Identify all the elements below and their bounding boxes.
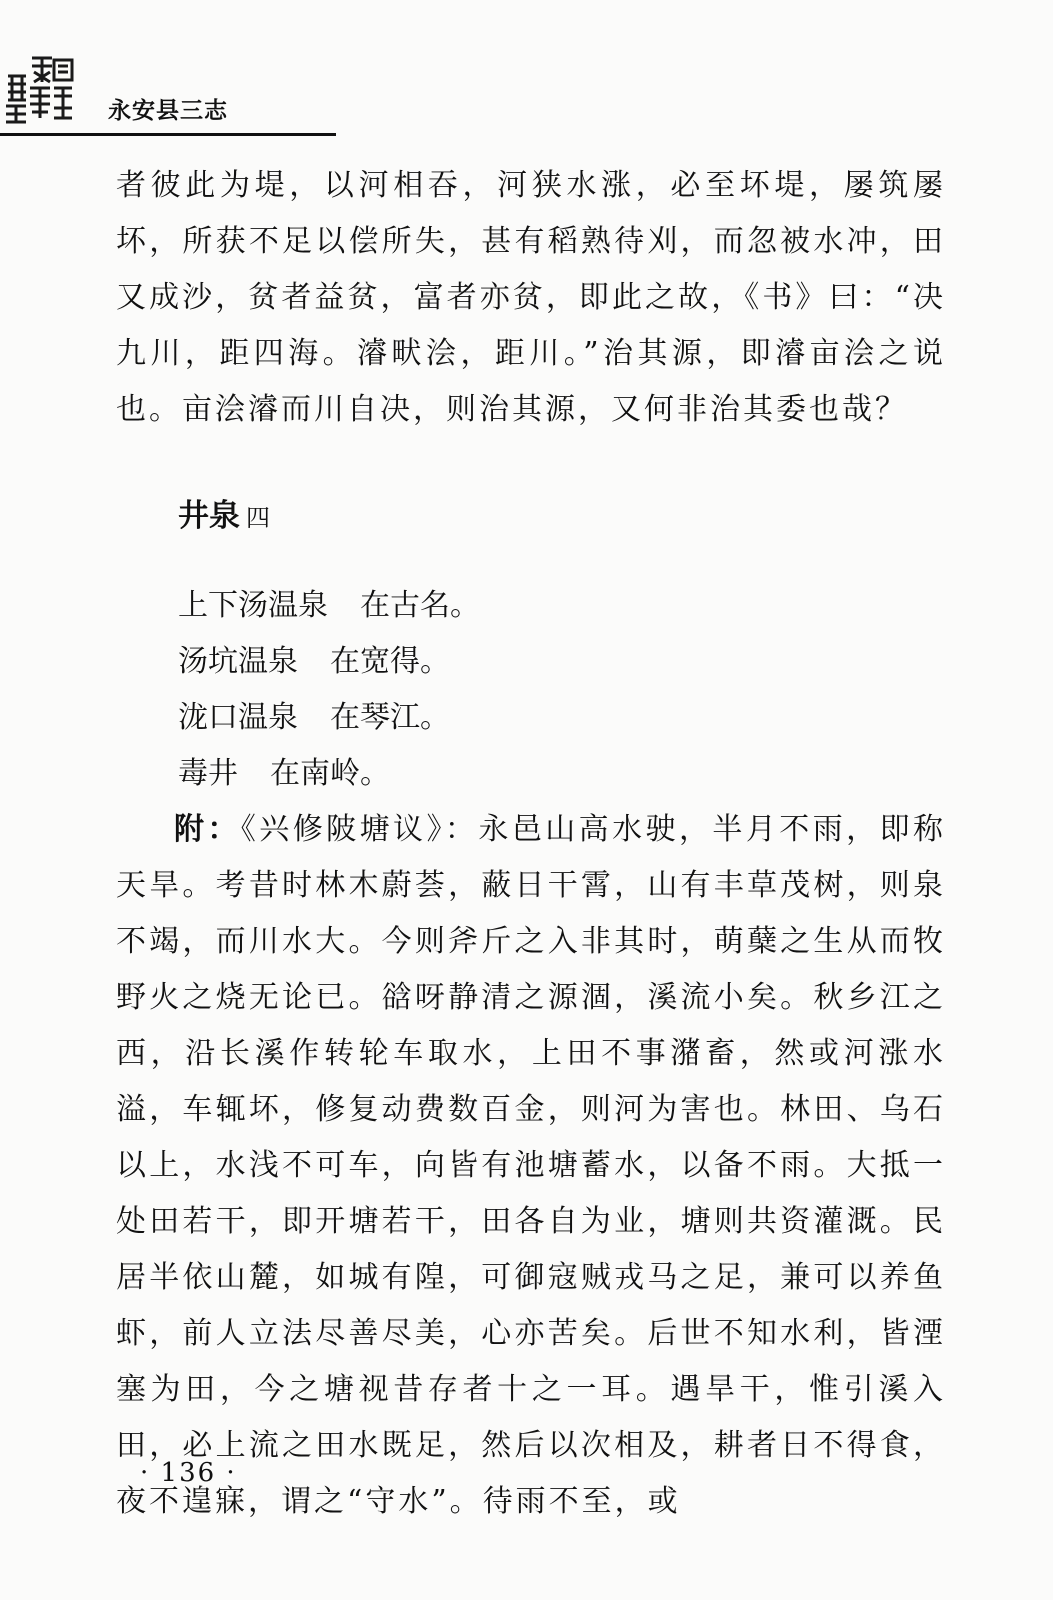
entry-location: 在琴江。 bbox=[330, 700, 450, 735]
entry-name: 汤坑温泉 bbox=[178, 644, 298, 679]
entry-name: 泷口温泉 bbox=[178, 700, 298, 735]
section-heading bbox=[178, 490, 270, 535]
entry-name: 毒井 bbox=[178, 756, 238, 791]
list-item bbox=[178, 578, 938, 634]
section-number: 四 bbox=[246, 504, 270, 532]
entry-location: 在宽得。 bbox=[330, 644, 450, 679]
list-item bbox=[178, 634, 938, 690]
section-title: 井泉 bbox=[178, 498, 240, 534]
spring-entry-list bbox=[178, 578, 938, 802]
entry-location: 在南岭。 bbox=[270, 756, 390, 791]
appendix-label: 附： bbox=[174, 812, 241, 847]
continued-paragraph: 者彼此为堤，以河相吞，河狭水涨，必至坏堤，屡筑屡坏，所获不足以偿所失，甚有稻熟待刈，而忽被水冲，田又成沙，贫者益贫，富者亦贫，即此之故，《书》曰：“决九川，距四海。濬畎浍，距川。”治其源，即濬亩浍之说也。亩浍濬而川自决，则治其源，又何非治其委也哉？ bbox=[116, 168, 946, 427]
page-number: · 136 · bbox=[140, 1458, 237, 1488]
seal-stamp-icon bbox=[2, 52, 76, 124]
header-rule bbox=[0, 133, 336, 136]
book-title-header: 永安县三志 bbox=[108, 98, 228, 124]
list-item bbox=[178, 690, 938, 746]
appendix-text: 《兴修陂塘议》：永邑山高水驶，半月不雨，即称天旱。考昔时林木蔚荟，蔽日干霄，山有丰草茂树，则泉不竭，而川水大。今则斧斤之入非其时，萌蘖之生从而牧野火之烧无论已。谽呀静清之源涸，溪流小矣。秋乡江之西，沿长溪作转轮车取水，上田不事潴畜，然或河涨水溢，车辄坏，修复动费数百金，则河为害也。林田、乌石以上，水浅不可车，向皆有池塘蓄水，以备不雨。大抵一处田若干，即开塘若干，田各自为业，塘则共资灌溉。民居半依山麓，如城有隍，可御寇贼戎马之足，兼可以养鱼虾，前人立法尽善尽美，心亦苦矣。后世不知水利，皆湮塞为田，今之塘视昔存者十之一耳。遇旱干，惟引溪入田，必上流之田水既足，然后以次相及，耕者日不得食，夜不遑寐，谓之“守水”。待雨不至，或 bbox=[116, 812, 947, 1519]
appendix-paragraph bbox=[116, 802, 946, 1530]
entry-location: 在古名。 bbox=[360, 588, 480, 623]
entry-name: 上下汤温泉 bbox=[178, 588, 328, 623]
list-item bbox=[178, 746, 938, 802]
